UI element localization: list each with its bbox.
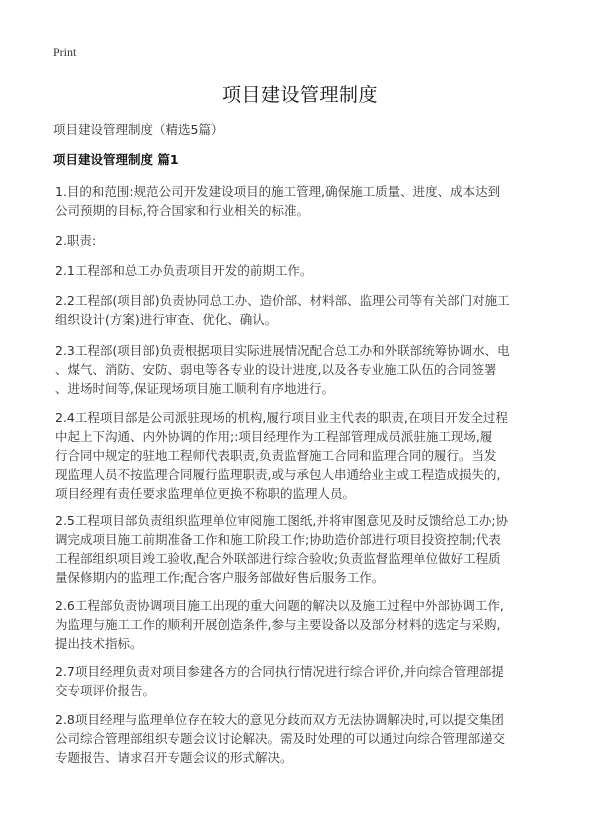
paragraph-line: 2.4工程项目部是公司派驻现场的机构,履行项目业主代表的职责,在项目开发全过程 bbox=[55, 410, 508, 425]
paragraph-line: 项目经理有责任要求监理单位更换不称职的监理人员。 bbox=[55, 486, 356, 501]
paragraph-line: 1.目的和范围:规范公司开发建设项目的施工管理,确保施工质量、进度、成本达到 bbox=[55, 184, 501, 199]
paragraph-line: 公司综合管理部组织专题会议讨论解决。需及时处理的可以通过向综合管理部递交 bbox=[55, 731, 506, 746]
paragraph-2-1 bbox=[55, 261, 575, 280]
paragraph-line: 调完成项目施工前期准备工作和施工阶段工作;协助造价部进行项目投资控制;代表 bbox=[55, 532, 501, 547]
paragraph-responsibilities-heading bbox=[55, 231, 575, 250]
paragraph-line: 、进场时间等,保证现场项目施工顺利有序地进行。 bbox=[55, 381, 334, 396]
paragraph-line: 工程部组织项目竣工验收,配合外联部进行综合验收;负责监督监理单位做好工程质 bbox=[55, 551, 501, 566]
document-subtitle: 项目建设管理制度（精选5篇） bbox=[53, 122, 224, 137]
paragraph-line: 2.5工程项目部负责组织监理单位审阅施工图纸,并将审图意见及时反馈给总工办;协 bbox=[55, 513, 509, 528]
print-label: Print bbox=[53, 45, 77, 59]
section-heading: 项目建设管理制度 篇1 bbox=[53, 152, 179, 167]
paragraph-line: 交专项评价报告。 bbox=[55, 683, 156, 698]
paragraph-line: 、煤气、消防、安防、弱电等各专业的设计进度,以及各专业施工队伍的合同签署 bbox=[55, 362, 497, 377]
paragraph-purpose-scope bbox=[55, 182, 575, 220]
paragraph-line: 专题报告、请求召开专题会议的形式解决。 bbox=[55, 750, 293, 765]
page-title: 项目建设管理制度 bbox=[221, 84, 378, 106]
paragraph-line: 2.7项目经理负责对项目参建各方的合同执行情况进行综合评价,并向综合管理部提 bbox=[55, 664, 504, 679]
paragraph-line: 现监理人员不按监理合同履行监理职责,或与承包人串通给业主或工程造成损失的, bbox=[55, 467, 501, 482]
paragraph-line: 中起上下沟通、内外协调的作用;:项目经理作为工程部管理成员派驻施工现场,履 bbox=[55, 429, 493, 444]
paragraph-line: 提出技术指标。 bbox=[55, 636, 143, 651]
paragraph-2-7 bbox=[55, 662, 575, 700]
paragraph-line: 2.8项目经理与监理单位存在较大的意见分歧而双方无法协调解决时,可以提交集团 bbox=[55, 712, 504, 727]
paragraph-line: 2.1工程部和总工办负责项目开发的前期工作。 bbox=[55, 263, 313, 278]
paragraph-line: 行合同中规定的驻地工程师代表职责,负责监督施工合同和监理合同的履行。当发 bbox=[55, 448, 497, 463]
paragraph-line: 为监理与施工工作的顺利开展创造条件,参与主要设备以及部分材料的选定与采购, bbox=[55, 617, 501, 632]
paragraph-line: 公司预期的目标,符合国家和行业相关的标准。 bbox=[55, 203, 309, 218]
paragraph-line: 2.3工程部(项目部)负责根据项目实际进展情况配合总工办和外联部统筹协调水、电 bbox=[55, 343, 510, 358]
paragraph-2-2 bbox=[55, 291, 575, 329]
paragraph-line: 组织设计(方案)进行审查、优化、确认。 bbox=[55, 312, 278, 327]
paragraph-2-8 bbox=[55, 710, 575, 767]
paragraph-2-6 bbox=[55, 596, 575, 653]
paragraph-2-3 bbox=[55, 341, 575, 398]
paragraph-line: 量保修期内的监理工作;配合客户服务部做好售后服务工作。 bbox=[55, 570, 385, 585]
paragraph-2-4 bbox=[55, 408, 575, 503]
paragraph-2-5 bbox=[55, 511, 575, 587]
paragraph-line: 2.6工程部负责协调项目施工出现的重大问题的解决以及施工过程中外部协调工作, bbox=[55, 598, 504, 613]
paragraph-line: 2.职责: bbox=[55, 233, 97, 248]
paragraph-line: 2.2工程部(项目部)负责协同总工办、造价部、材料部、监理公司等有关部门对施工 bbox=[55, 293, 510, 308]
